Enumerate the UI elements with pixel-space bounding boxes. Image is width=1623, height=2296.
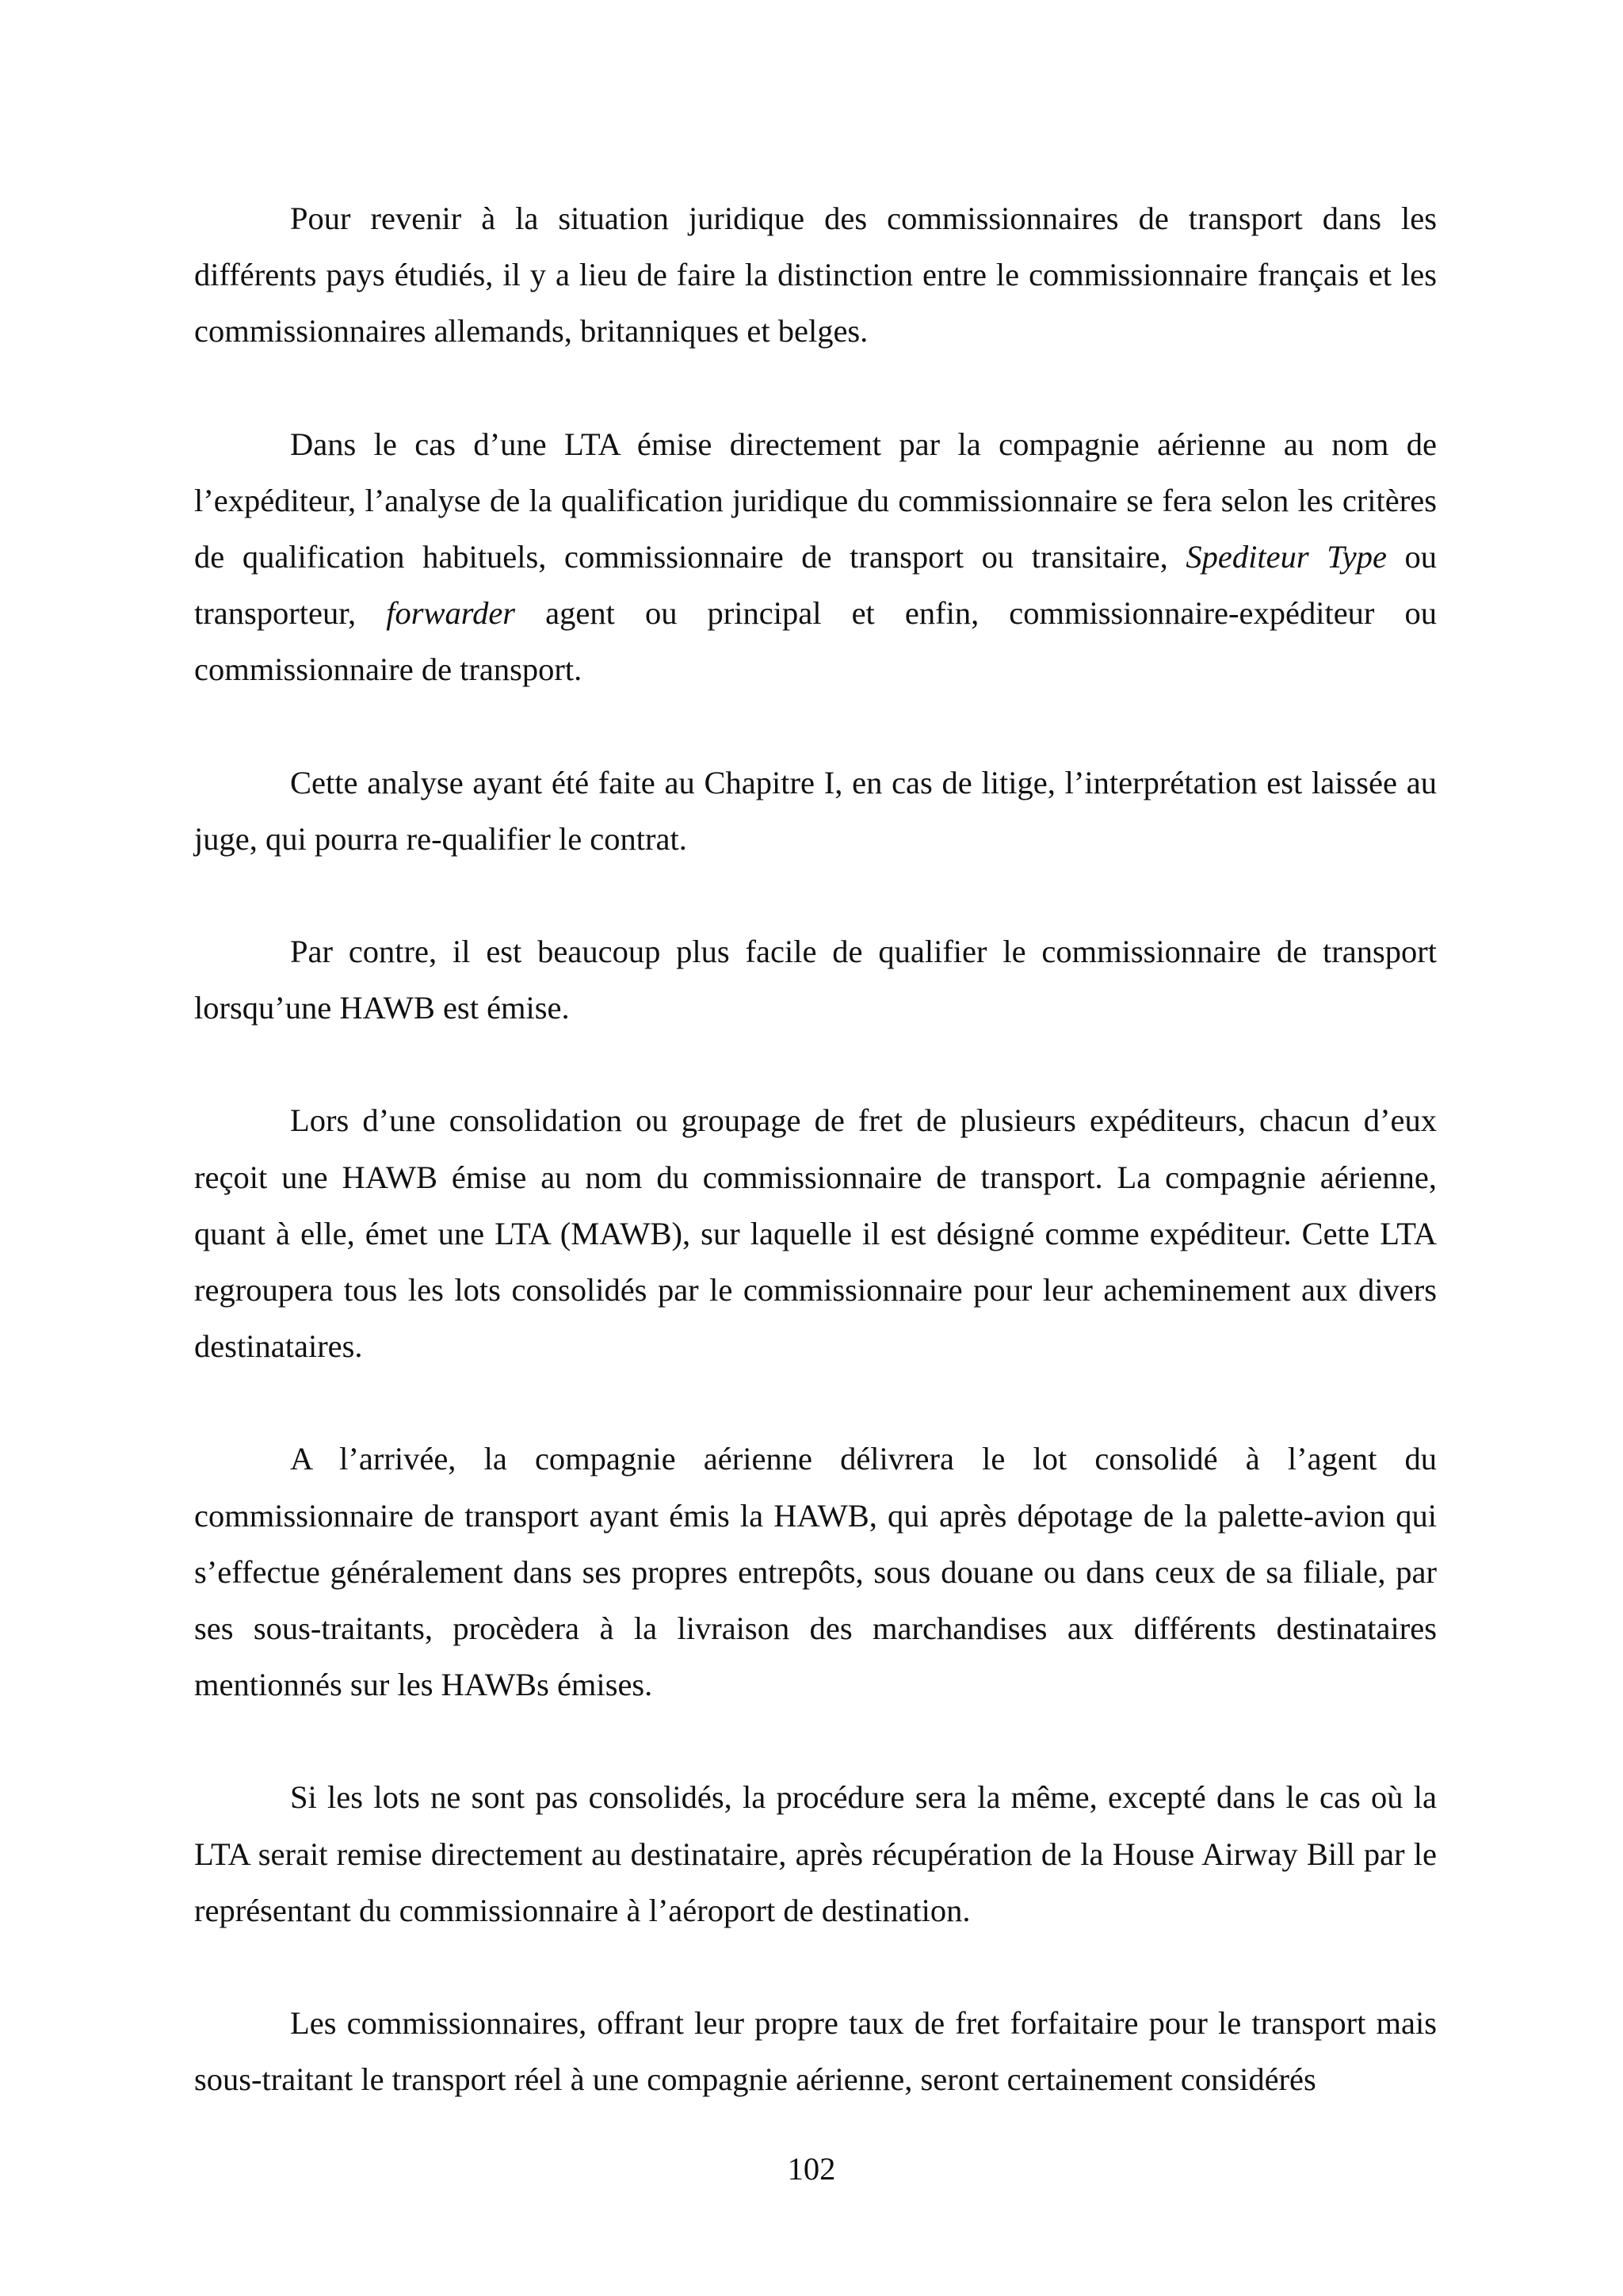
paragraph-8: [194, 1995, 1437, 2107]
paragraph-text: Lors d’une consolidation ou groupage de fret de plusieurs expéditeurs, chacun d’eux reçoit une HAWB émise au nom du commissionnaire de transport. La compagnie aérienne, quant à elle, émet une LTA (MAWB), sur laquelle il est désigné comme expéditeur. Cette LTA regroupera tous les lots consolidés par le commissionnaire pour leur acheminement aux divers destinataires.: [194, 1102, 1437, 1365]
paragraph-7: [194, 1769, 1437, 1939]
paragraph-text: A l’arrivée, la compagnie aérienne délivrera le lot consolidé à l’agent du commissionnaire de transport ayant émis la HAWB, qui après dépotage de la palette-avion qui s’effectue généralement dans ses propres entrepôts, sous douane ou dans ceux de sa filiale, par ses sous-traitants, procèdera à la livraison des marchandises aux différents destinataires mentionnés sur les HAWBs émises.: [194, 1441, 1437, 1703]
paragraph-6: [194, 1431, 1437, 1713]
italic-term-spediteur-type: Spediteur Type: [1186, 539, 1387, 575]
paragraph-text: ou transporteur,: [194, 539, 1438, 632]
paragraph-text: Dans le cas d’une LTA émise directement par la compagnie aérienne au nom de l’expéditeur, l’analyse de la qualification juridique du commissionnaire se fera selon les critères de qualification habituels, commissionnaire de transport ou transitaire,: [194, 426, 1437, 575]
paragraph-text: Pour revenir à la situation juridique des commissionnaires de transport dans les différents pays étudiés, il y a lieu de faire la distinction entre le commissionnaire français et les commissionnaires allemands, britanniques et belges.: [194, 201, 1437, 350]
paragraph-text: Les commissionnaires, offrant leur propre taux de fret forfaitaire pour le transport mais sous-traitant le transport réel à une compagnie aérienne, seront certainement considérés: [194, 2005, 1437, 2098]
paragraph-text: Cette analyse ayant été faite au Chapitre I, en cas de litige, l’interprétation est laissée au juge, qui pourra re-qualifier le contrat.: [194, 764, 1437, 857]
paragraph-5: [194, 1092, 1437, 1374]
paragraph-text: Si les lots ne sont pas consolidés, la procédure sera la même, excepté dans le cas où la LTA serait remise directement au destinataire, après récupération de la House Airway Bill par le représentant du commissionnaire à l’aéroport de destination.: [194, 1779, 1437, 1928]
paragraph-text: agent ou principal et enfin, commissionnaire-expéditeur ou commissionnaire de transport.: [194, 595, 1437, 688]
paragraph-4: [194, 923, 1437, 1036]
italic-term-forwarder: forwarder: [386, 595, 516, 632]
body-text: [194, 190, 1437, 2164]
page-number: 102: [787, 2151, 836, 2187]
paragraph-3: [194, 755, 1437, 867]
paragraph-text: Par contre, il est beaucoup plus facile de qualifier le commissionnaire de transport lorsqu’une HAWB est émise.: [194, 934, 1437, 1026]
paragraph-1: [194, 190, 1437, 360]
paragraph-2: [194, 416, 1437, 698]
